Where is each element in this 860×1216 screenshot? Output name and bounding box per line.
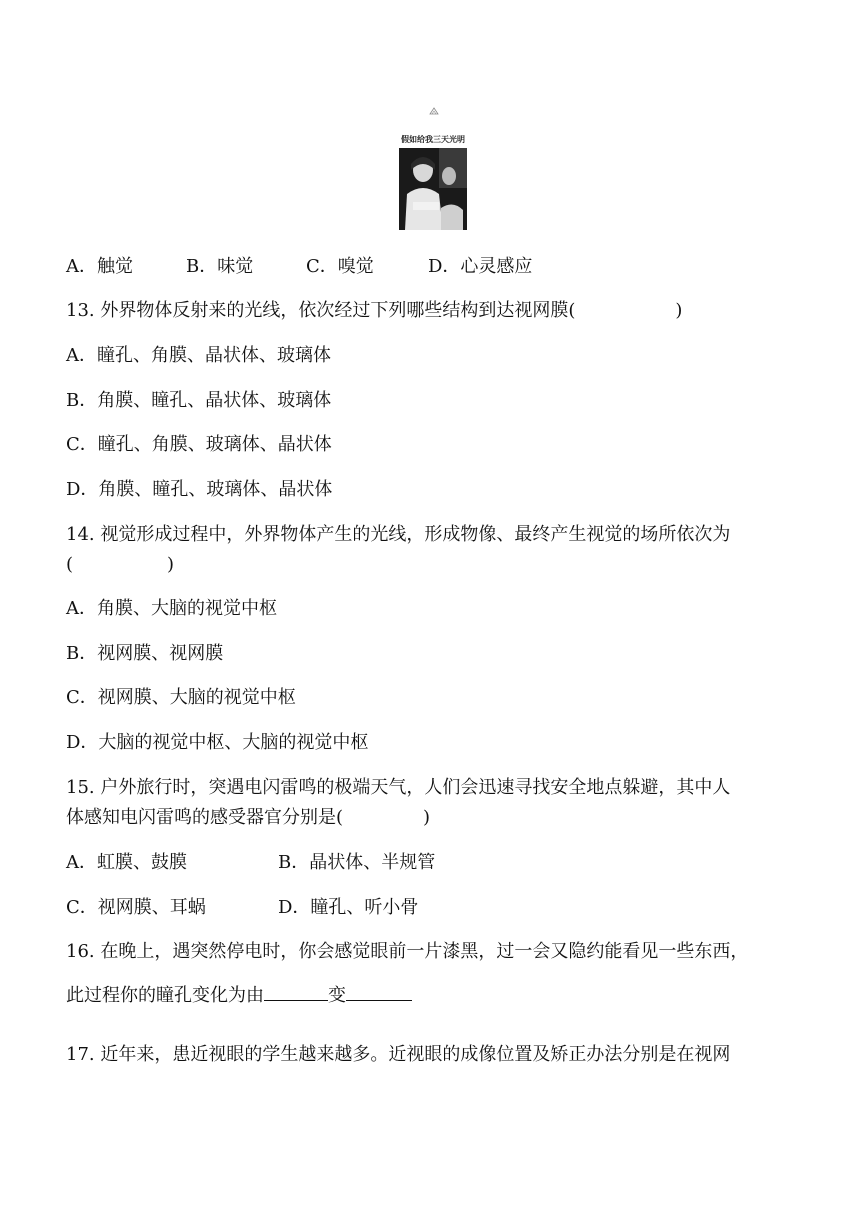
q14-option-c: C．视网膜、大脑的视觉中枢 — [66, 687, 296, 708]
q12-option-a: A．触觉 — [66, 256, 133, 277]
q15-stem-line2 — [66, 806, 430, 830]
q15-option-b: B．晶状体、半规管 — [278, 852, 436, 873]
q15-option-c: C．视网膜、耳蜗 — [66, 897, 206, 918]
book-cover-image — [399, 104, 467, 230]
q14-option-d: D．大脑的视觉中枢、大脑的视觉中枢 — [66, 732, 369, 753]
q14-stem-line1: 14. 视觉形成过程中，外界物体产生的光线，形成物像、最终产生视觉的场所依次为 — [66, 524, 731, 545]
q14-option-a: A．角膜、大脑的视觉中枢 — [66, 598, 277, 619]
q12-option-d: D．心灵感应 — [428, 256, 533, 277]
q14-close-paren: ) — [167, 554, 175, 575]
q15-close-paren: ) — [423, 807, 431, 828]
cover-photo — [399, 148, 467, 230]
q16-stem-text-b: 变 — [328, 985, 346, 1006]
q14-open-paren: ( — [66, 554, 74, 575]
q13-stem-text: 13. 外界物体反射来的光线，依次经过下列哪些结构到达视网膜( — [66, 300, 576, 321]
q13-option-c: C．瞳孔、角膜、玻璃体、晶状体 — [66, 434, 332, 455]
q13-option-b: B．角膜、瞳孔、晶状体、玻璃体 — [66, 390, 332, 411]
q15-option-a: A．虹膜、鼓膜 — [66, 852, 187, 873]
cover-header — [399, 104, 467, 148]
q17-stem-line1: 17. 近年来，患近视眼的学生越来越多。近视眼的成像位置及矫正办法分别是在视网 — [66, 1044, 731, 1065]
q12-option-b: B．味觉 — [186, 256, 254, 277]
q12-option-c: C．嗅觉 — [306, 256, 374, 277]
q15-option-d: D．瞳孔、听小骨 — [278, 897, 419, 918]
q15-stem-line1: 15. 户外旅行时，突遇电闪雷鸣的极端天气，人们会迅速寻找安全地点躲避，其中人 — [66, 777, 731, 798]
cover-title: 假如给我三天光明 — [401, 134, 465, 144]
q13-option-a: A．瞳孔、角膜、晶状体、玻璃体 — [66, 345, 331, 366]
q16-stem-line1: 16. 在晚上，遇突然停电时，你会感觉眼前一片漆黑，过一会又隐约能看见一些东西， — [66, 941, 749, 962]
publisher-logo-icon — [429, 106, 439, 116]
q13-close-paren: ) — [675, 300, 683, 321]
q16-stem-text-a: 此过程你的瞳孔变化为由 — [66, 985, 264, 1006]
q15-stem-line2-text: 体感知电闪雷鸣的感受器官分别是( — [66, 807, 344, 828]
q13-option-d: D．角膜、瞳孔、玻璃体、晶状体 — [66, 479, 333, 500]
q16-stem-line2 — [66, 982, 412, 1008]
q16-answer-blank-1[interactable] — [264, 982, 328, 1001]
q16-answer-blank-2[interactable] — [346, 982, 412, 1001]
q14-option-b: B．视网膜、视网膜 — [66, 643, 224, 664]
q13-stem — [66, 299, 682, 323]
q14-stem-line2 — [66, 553, 174, 577]
